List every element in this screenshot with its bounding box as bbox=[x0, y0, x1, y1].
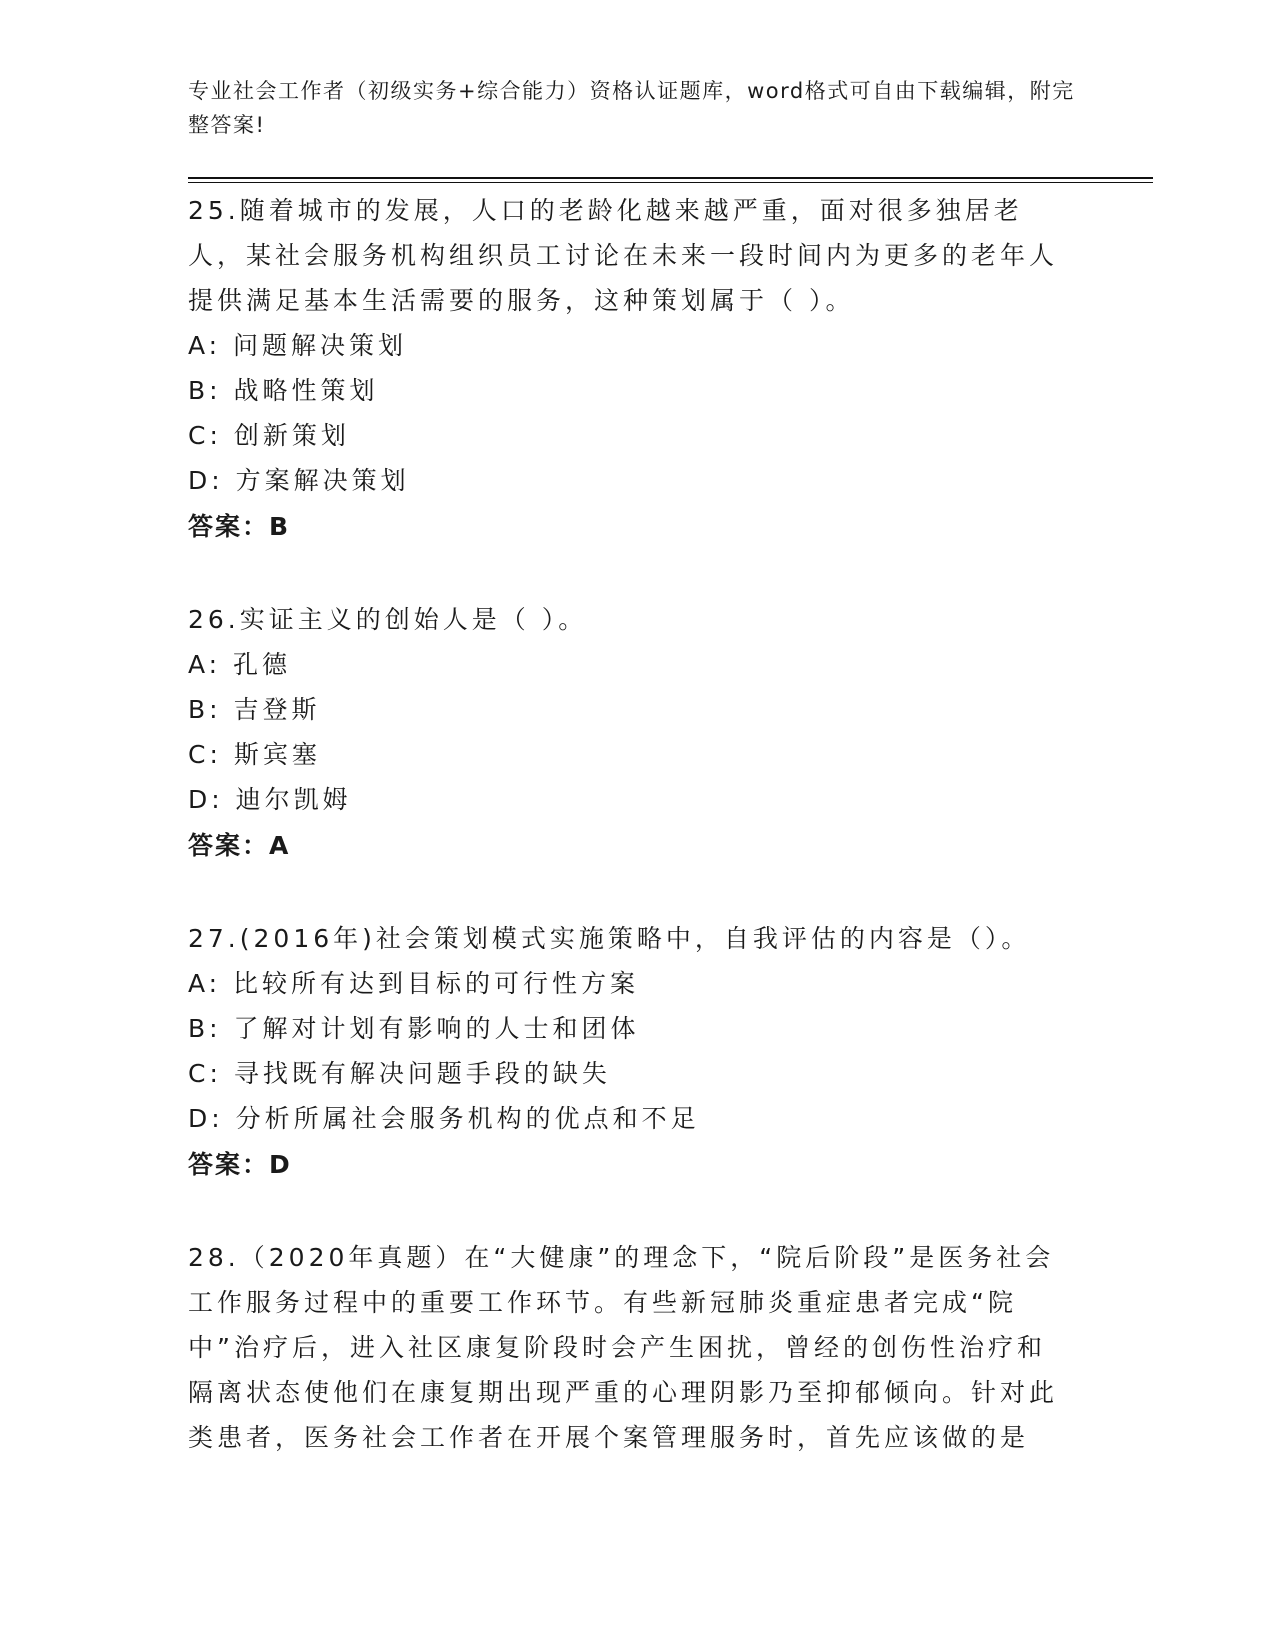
question-25 bbox=[188, 188, 1068, 549]
answer: 答案：A bbox=[188, 831, 291, 860]
question-27 bbox=[188, 916, 1068, 1187]
header-rule-thin bbox=[188, 182, 1153, 183]
option-a: A: 比较所有达到目标的可行性方案 bbox=[188, 969, 640, 998]
option-b: B: 战略性策划 bbox=[188, 376, 379, 405]
question-stem: 28.（2020年真题）在“大健康”的理念下，“院后阶段”是医务社会工作服务过程中的重要工作环节。有些新冠肺炎重症患者完成“院中”治疗后，进入社区康复阶段时会产生困扰，曾经的创伤性治疗和隔离状态使他们在康复期出现严重的心理阴影乃至抑郁倾向。针对此类患者，医务社会工作者在开展个案管理服务时，首先应该做的是 bbox=[188, 1243, 1059, 1452]
option-a: A: 孔德 bbox=[188, 650, 292, 679]
question-stem: 26.实证主义的创始人是（ ）。 bbox=[188, 605, 588, 634]
question-stem: 25.随着城市的发展，人口的老龄化越来越严重，面对很多独居老人，某社会服务机构组织员工讨论在未来一段时间内为更多的老年人提供满足基本生活需要的服务，这种策划属于（ ）。 bbox=[188, 196, 1059, 315]
option-c: C: 寻找既有解决问题手段的缺失 bbox=[188, 1059, 611, 1088]
question-28 bbox=[188, 1235, 1068, 1460]
answer: 答案：B bbox=[188, 512, 291, 541]
option-d: D: 分析所属社会服务机构的优点和不足 bbox=[188, 1104, 700, 1133]
page-header: 专业社会工作者（初级实务+综合能力）资格认证题库，word格式可自由下载编辑，附完整答案! bbox=[188, 79, 1075, 137]
option-d: D: 迪尔凯姆 bbox=[188, 785, 352, 814]
question-stem: 27.(2016年)社会策划模式实施策略中，自我评估的内容是（）。 bbox=[188, 924, 1031, 953]
option-d: D: 方案解决策划 bbox=[188, 466, 410, 495]
option-b: B: 了解对计划有影响的人士和团体 bbox=[188, 1014, 640, 1043]
question-26 bbox=[188, 597, 1068, 868]
header-rule-thick bbox=[188, 177, 1153, 179]
answer: 答案：D bbox=[188, 1150, 292, 1179]
option-b: B: 吉登斯 bbox=[188, 695, 321, 724]
option-a: A: 问题解决策划 bbox=[188, 331, 408, 360]
option-c: C: 斯宾塞 bbox=[188, 740, 321, 769]
option-c: C: 创新策划 bbox=[188, 421, 350, 450]
